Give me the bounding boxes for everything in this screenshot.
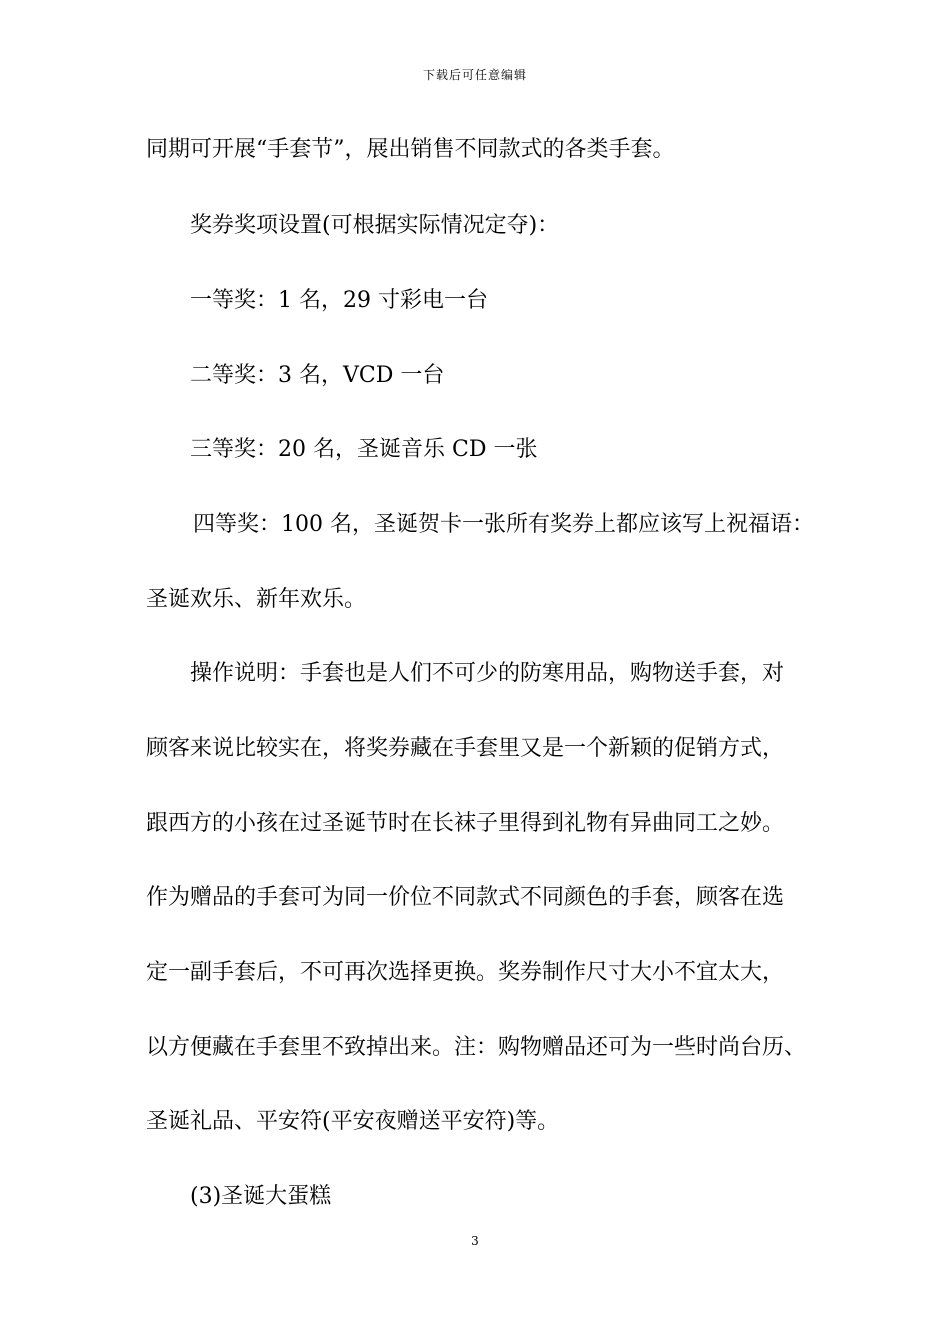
page-header: 下载后可任意编辑	[422, 68, 527, 82]
body-line-14: 圣诞礼品、平安符(平安夜赠送平安符)等。	[146, 1109, 560, 1134]
body-line-10: 跟西方的小孩在过圣诞节时在长袜子里得到礼物有异曲同工之妙。	[146, 811, 785, 836]
body-line-13: 以方便藏在手套里不致掉出来。注：购物赠品还可为一些时尚台历、	[146, 1035, 807, 1060]
prize-fourth: 四等奖：100 名，圣诞贺卡一张所有奖券上都应该写上祝福语：	[193, 512, 814, 537]
body-line-7: 圣诞欢乐、新年欢乐。	[146, 587, 367, 612]
prize-third: 三等奖：20 名，圣诞音乐 CD 一张	[190, 437, 538, 462]
body-line-8: 操作说明：手套也是人们不可少的防寒用品，购物送手套，对	[190, 661, 785, 686]
body-line-12: 定一副手套后，不可再次选择更换。奖券制作尺寸大小不宜太大，	[146, 960, 785, 985]
prize-first: 一等奖：1 名，29 寸彩电一台	[190, 288, 488, 313]
body-line-1: 同期可开展“手套节”，展出销售不同款式的各类手套。	[146, 137, 675, 162]
body-line-11: 作为赠品的手套可为同一价位不同款式不同颜色的手套，顾客在选	[146, 885, 785, 910]
body-line-2: 奖券奖项设置(可根据实际情况定夺)：	[190, 213, 560, 238]
prize-second: 二等奖：3 名，VCD 一台	[190, 363, 445, 388]
section-heading: (3)圣诞大蛋糕	[190, 1184, 332, 1209]
page-number: 3	[471, 1234, 479, 1248]
body-line-9: 顾客来说比较实在，将奖券藏在手套里又是一个新颖的促销方式，	[146, 736, 785, 761]
